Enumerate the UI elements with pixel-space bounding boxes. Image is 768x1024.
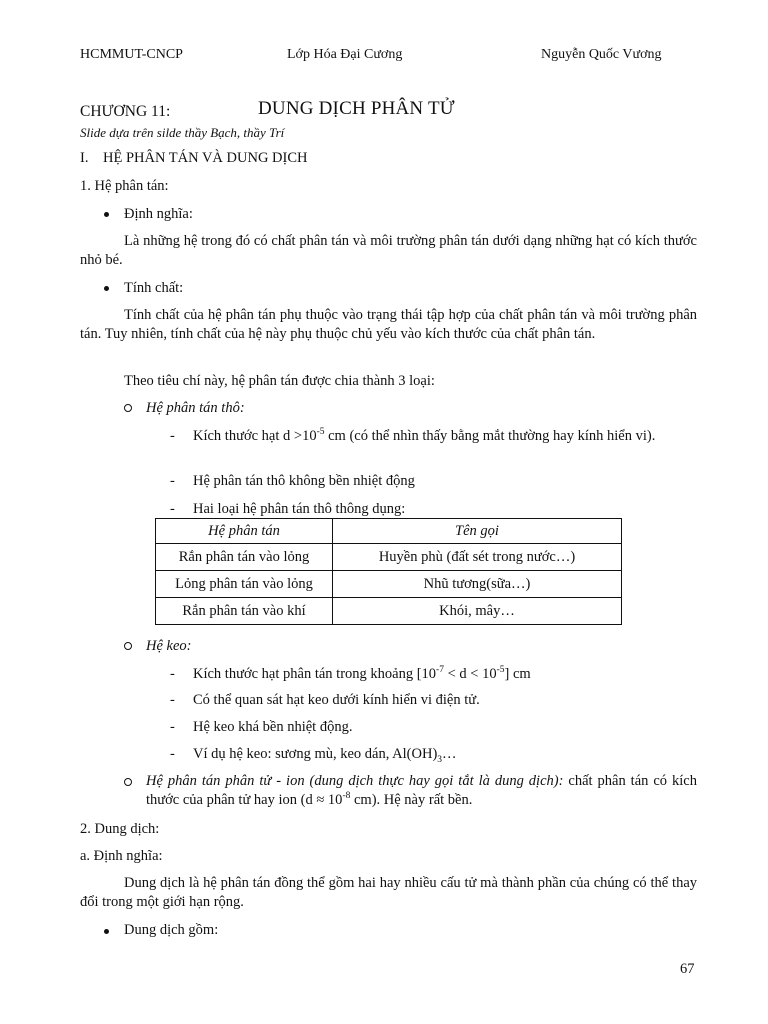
table-row xyxy=(156,544,622,571)
table-cell: Huyền phù (đất sét trong nước…) xyxy=(333,544,622,571)
coarse-label: Hệ phân tán thô: xyxy=(146,400,245,416)
dash-icon: - xyxy=(170,473,175,489)
colloid-item-stability: Hệ keo khá bền nhiệt động. xyxy=(193,719,353,735)
table-header-cell: Hệ phân tán xyxy=(156,519,333,544)
dash-icon: - xyxy=(170,501,175,517)
circle-bullet-icon xyxy=(124,642,132,650)
circle-bullet-icon xyxy=(124,404,132,412)
bullet-icon xyxy=(104,212,109,217)
coarse-types-table xyxy=(155,518,622,625)
subsection-heading: 1. Hệ phân tán: xyxy=(80,178,169,194)
property-text: Tính chất của hệ phân tán phụ thuộc vào trạng thái tập hợp của chất phân tán và môi trường phân tán. Tuy nhiên, tính chất của hệ này phụ thuộc chủ yếu vào kích thước của chất phân tán. xyxy=(80,307,697,342)
section2-subheading: a. Định nghĩa: xyxy=(80,848,163,864)
section-number: I. xyxy=(80,150,89,166)
page-number: 67 xyxy=(680,961,695,977)
table-cell: Lỏng phân tán vào lỏng xyxy=(156,571,333,598)
table-cell: Rắn phân tán vào khí xyxy=(156,598,333,625)
colloid-label: Hệ keo: xyxy=(146,638,192,654)
chapter-title: DUNG DỊCH PHÂN TỬ xyxy=(258,98,455,119)
table-header-row xyxy=(156,519,622,544)
header-right: Nguyễn Quốc Vương xyxy=(541,47,662,62)
header-left: HCMMUT-CNCP xyxy=(80,47,183,62)
table-cell: Rắn phân tán vào lỏng xyxy=(156,544,333,571)
table-row xyxy=(156,571,622,598)
coarse-item-types: Hai loại hệ phân tán thô thông dụng: xyxy=(193,501,406,517)
chapter-label: CHƯƠNG 11: xyxy=(80,103,171,120)
dash-icon: - xyxy=(170,746,175,762)
circle-bullet-icon xyxy=(124,778,132,786)
section2-heading: 2. Dung dịch: xyxy=(80,821,160,837)
dash-icon: - xyxy=(170,428,175,444)
solution-components-label: Dung dịch gồm: xyxy=(124,922,219,938)
section-heading: HỆ PHÂN TÁN VÀ DUNG DỊCH xyxy=(103,150,308,166)
subtitle: Slide dựa trên silde thầy Bạch, thầy Trí xyxy=(80,125,285,140)
property-label: Tính chất: xyxy=(124,280,184,296)
table-header-cell: Tên gọi xyxy=(333,519,622,544)
colloid-item-microscope: Có thể quan sát hạt keo dưới kính hiển vi điện tử. xyxy=(193,692,480,708)
molecular-dispersion-text: Hệ phân tán phân tử - ion (dung dịch thực hay gọi tắt là dung dịch): chất phân tán có kích thước của phân tử hay ion ($d \approx 10^{-8}$ cm). Hệ này rất bền. xyxy=(146,773,697,808)
coarse-item-stability: Hệ phân tán thô không bền nhiệt động xyxy=(193,473,415,489)
colloid-item-examples: Ví dụ hệ keo: sương mù, keo dán, $Al(OH)_3\dots$ xyxy=(193,746,457,765)
coarse-item-size: Kích thước hạt $d >10^{-5}$ cm (có thể nhìn thấy bằng mắt thường hay kính hiển vi). xyxy=(193,427,656,444)
definition-text: Là những hệ trong đó có chất phân tán và môi trường phân tán dưới dạng những hạt có kích thước nhỏ bé. xyxy=(80,233,697,268)
colloid-item-size: Kích thước hạt phân tán trong khoảng $[10^{-7} < d < 10^{-5}]$ cm xyxy=(193,665,531,682)
dash-icon: - xyxy=(170,692,175,708)
dash-icon: - xyxy=(170,666,175,682)
bullet-icon xyxy=(104,929,109,934)
definition-label: Định nghĩa: xyxy=(124,206,193,222)
table-row xyxy=(156,598,622,625)
header-center: Lớp Hóa Đại Cương xyxy=(287,47,403,62)
dash-icon: - xyxy=(170,719,175,735)
table-cell: Khói, mây… xyxy=(333,598,622,625)
solution-definition-text: Dung dịch là hệ phân tán đồng thể gồm hai hay nhiều cấu tử mà thành phần của chúng có thể thay đổi trong một giới hạn rộng. xyxy=(80,875,697,910)
classification-text: Theo tiêu chí này, hệ phân tán được chia thành 3 loại: xyxy=(124,373,435,389)
bullet-icon xyxy=(104,286,109,291)
table-cell: Nhũ tương(sữa…) xyxy=(333,571,622,598)
